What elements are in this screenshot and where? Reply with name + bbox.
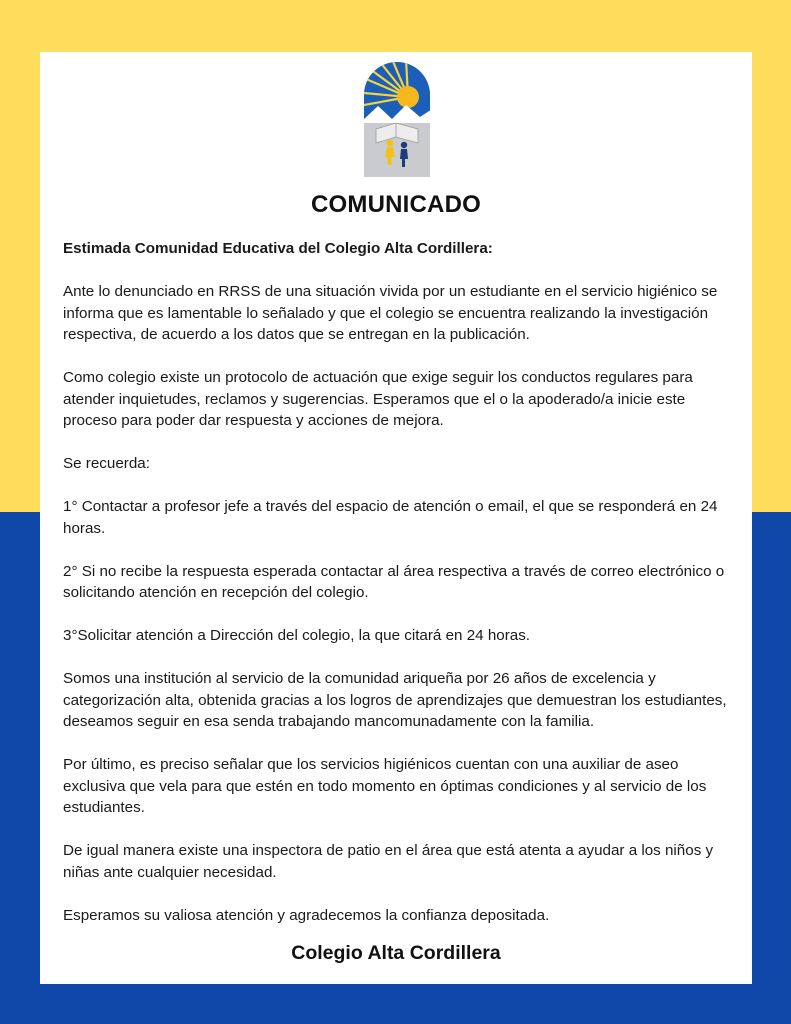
paragraph: Esperamos su valiosa atención y agradecemos la confianza depositada.: [63, 906, 550, 924]
greeting-line: Estimada Comunidad Educativa del Colegio Alta Cordillera:: [63, 240, 493, 257]
paragraph: Ante lo denunciado en RRSS de una situación vivida por un estudiante en el servicio higiénico se informa que es lamentable lo señalado y que el colegio se encuentra realizando la investigación respectiva, de acuerdo a los datos que se entregan en la publicación.: [63, 283, 718, 343]
paragraph: 1° Contactar a profesor jefe a través del espacio de atención o email, el que se responderá en 24 horas.: [63, 498, 718, 537]
paragraph: 3°Solicitar atención a Dirección del colegio, la que citará en 24 horas.: [63, 627, 531, 644]
paragraph: Como colegio existe un protocolo de actuación que exige seguir los conductos regulares para atender inquietudes, reclamos y sugerencias. Esperamos que el o la apoderado/a inicie este proceso para poder dar respuesta y acciones de mejora.: [63, 369, 693, 429]
page-title: COMUNICADO: [311, 191, 481, 218]
school-crest-logo: [362, 59, 432, 177]
signature: Colegio Alta Cordillera: [291, 942, 501, 964]
announcement-body: [63, 238, 740, 948]
paragraph: 2° Si no recibe la respuesta esperada contactar al área respectiva a través de correo electrónico o solicitando atención en recepción del colegio.: [63, 562, 725, 601]
paragraph: De igual manera existe una inspectora de patio en el área que está atenta a ayudar a los niños y niñas ante cualquier necesidad.: [63, 842, 714, 881]
paragraph: Por último, es preciso señalar que los servicios higiénicos cuentan con una auxiliar de aseo exclusiva que vela para que estén en todo momento en óptimas condiciones y al servicio de los estudiantes.: [63, 756, 707, 816]
paragraph: Somos una institución al servicio de la comunidad ariqueña por 26 años de excelencia y categorización alta, obtenida gracias a los logros de aprendizajes que demuestran los estudiantes, deseamos seguir en esa senda trabajando mancomunadamente con la familia.: [63, 670, 727, 730]
paragraph: Se recuerda:: [63, 455, 150, 472]
announcement-card: [40, 52, 752, 984]
